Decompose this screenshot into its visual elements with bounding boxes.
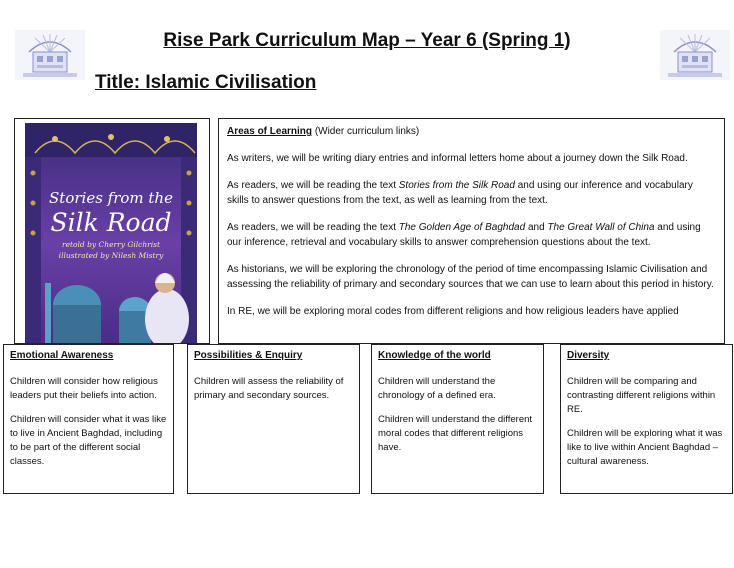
areas-readers-paragraph-2: As readers, we will be reading the text The Golden Age of Baghdad and The Great Wall of China and using our inference, retrieval and vocabulary skills to answer comprehension questions about the text. [227,222,701,248]
areas-re-paragraph: In RE, we will be exploring moral codes from different religions and how religious leaders have applied [227,306,679,317]
book-title-line2: Silk Road [50,208,172,237]
book-title-line1: Stories from the [49,189,173,207]
areas-heading: Areas of Learning (Wider curriculum links) [227,126,420,137]
card-title: Knowledge of the world [378,350,491,361]
card-text: Children will be exploring what it was like to live within Ancient Baghdad – cultural awareness. [567,428,723,467]
card-title: Diversity [567,350,610,361]
card-knowledge-of-the-world [371,344,544,494]
areas-writers-paragraph: As writers, we will be writing diary entries and informal letters home about a journey down the Silk Road. [227,153,688,164]
card-title: Possibilities & Enquiry [194,350,303,361]
areas-historians-paragraph: As historians, we will be exploring the chronology of the period of time encompassing Islamic Civilisation and assessing the reliability of primary and secondary sources that we can use to learn about this period in history. [227,264,714,290]
card-text: Children will consider what it was like to live in Ancient Baghdad, including to be part of the different social classes. [10,414,167,467]
card-diversity [560,344,733,494]
card-text: Children will understand the chronology of a defined era. [378,376,496,401]
card-text: Children will be comparing and contrasting different religions within RE. [567,376,716,415]
card-possibilities-enquiry [187,344,360,494]
areas-of-learning-panel [218,118,725,344]
areas-readers-paragraph-1: As readers, we will be reading the text Stories from the Silk Road and using our inference and vocabulary skills to answer questions from the text, as well as learning from the text. [227,180,693,206]
topic-title: Title: Islamic Civilisation [95,72,317,93]
card-text: Children will understand the different moral codes that different religions have. [378,414,533,453]
book-illustrator: illustrated by Nilesh Mistry [58,251,164,260]
book-author: retold by Cherry Gilchrist [61,240,161,249]
card-text: Children will consider how religious leaders put their beliefs into action. [10,376,158,401]
book-cover-image [25,123,197,343]
card-title: Emotional Awareness [10,350,114,361]
page-title: Rise Park Curriculum Map – Year 6 (Spring 1) [163,30,571,51]
card-emotional-awareness [3,344,174,494]
book-frame [14,118,210,344]
card-text: Children will assess the reliability of primary and secondary sources. [194,376,344,401]
